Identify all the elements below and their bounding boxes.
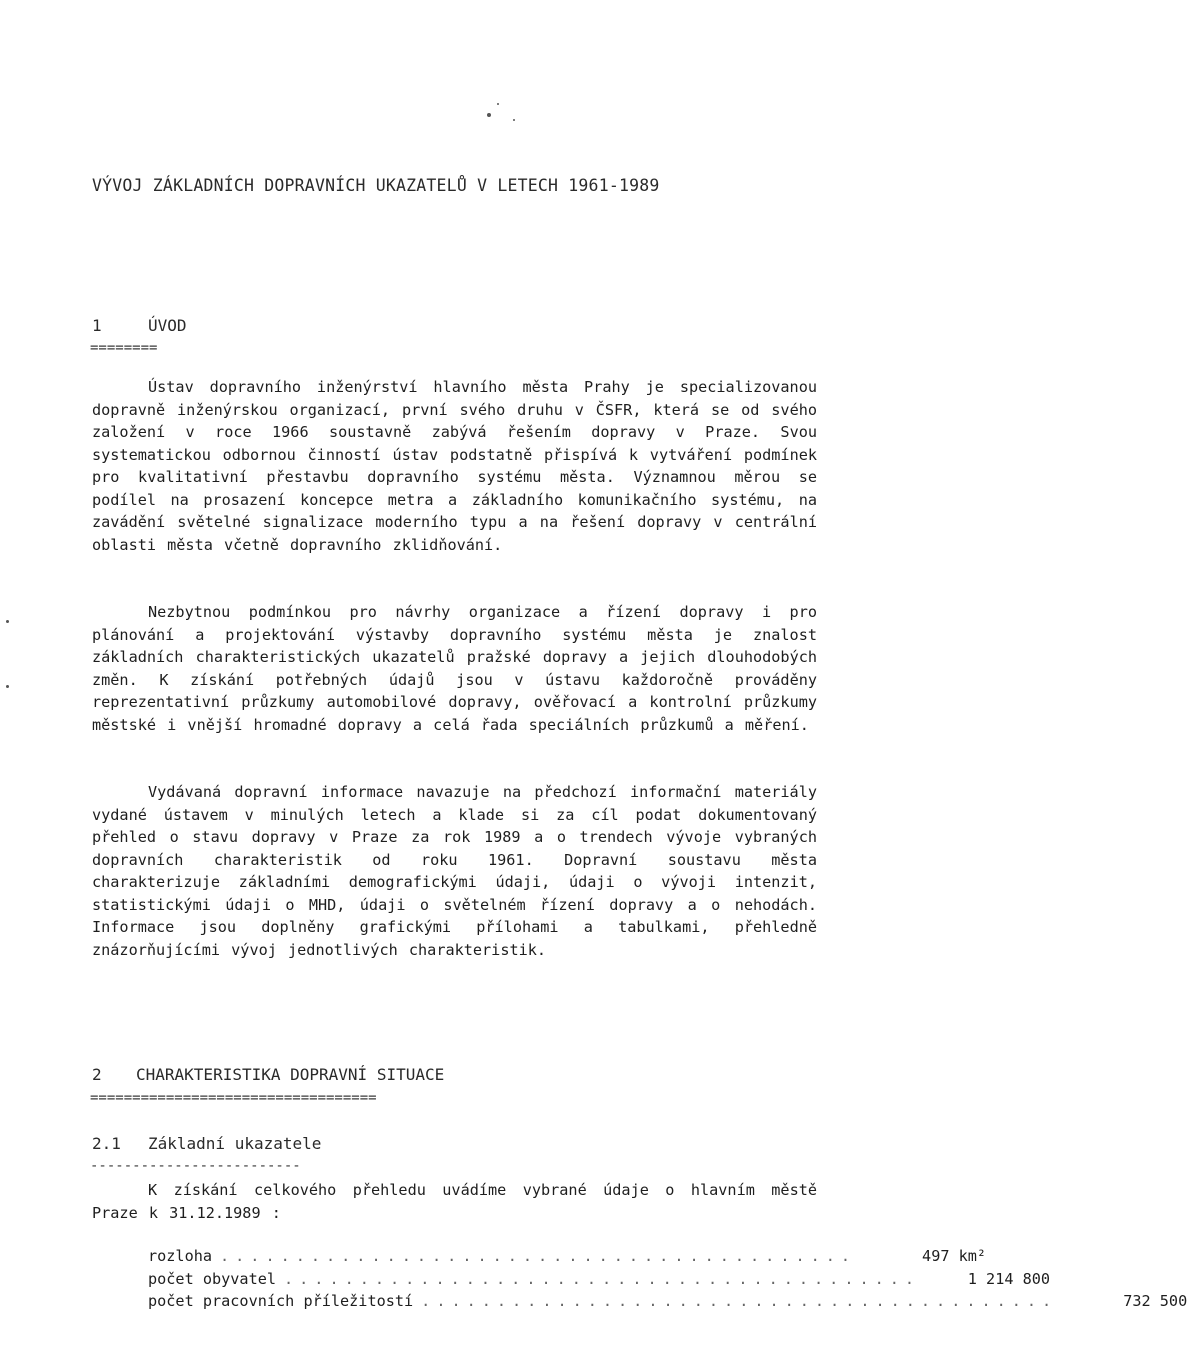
subsection-intro-text: K získání celkového přehledu uvádíme vybrané údaje o hlavním městě Praze k 31.12.1989 : [92, 1181, 817, 1222]
scan-speck [6, 620, 9, 623]
subsection-2-1-heading: Základní ukazatele [148, 1134, 322, 1153]
section-1-underline: ======== [90, 340, 158, 356]
stats-list [148, 1245, 1187, 1313]
stat-value: 1 214 800 [967, 1269, 1051, 1288]
stat-value: 732 500 [1123, 1292, 1187, 1310]
leader-dots: .......................................... [284, 1269, 921, 1288]
paragraph-2 [92, 601, 817, 736]
section-1-number: 1 [92, 316, 102, 335]
document-title: VÝVOJ ZÁKLADNÍCH DOPRAVNÍCH UKAZATELŮ V LETECH 1961-1989 [92, 176, 660, 195]
subsection-2-1-number: 2.1 [92, 1134, 121, 1153]
section-1-heading: ÚVOD [148, 316, 187, 335]
stat-row-population [148, 1268, 1051, 1291]
paragraph-1 [92, 376, 817, 556]
stat-label: počet pracovních příležitostí [148, 1292, 414, 1310]
stat-row-area [148, 1245, 987, 1268]
paragraph-2-text: Nezbytnou podmínkou pro návrhy organizace a řízení dopravy i pro plánování a projektování výstavby dopravního systému města je znalost základních charakteristických ukazatelů pražské dopravy a jejich dlouhodobých změn. K získání potřebných údajů jsou v ústavu každoročně prováděny reprezentativní průzkumy automobilové dopravy, ověřovací a kontrolní průzkumy městské i vnější hromadné dopravy a celá řada speciálních průzkumů a měření. [92, 603, 817, 734]
section-2-heading: CHARAKTERISTIKA DOPRAVNÍ SITUACE [136, 1065, 445, 1084]
stat-label: rozloha [148, 1247, 213, 1265]
leader-dots: .......................................... [220, 1247, 857, 1265]
scan-speck [6, 685, 9, 688]
leader-dots: .......................................... [421, 1292, 1058, 1310]
paragraph-1-text: Ústav dopravního inženýrství hlavního města Prahy je specializovanou dopravně inženýrskou organizací, první svého druhu v ČSFR, která se od svého založení v roce 1966 soustavně zabývá řešením dopravy v Praze. Svou systematickou odbornou činností ústav podstatně přispívá k vytváření podmínek pro kvalitativní přestavbu dopravního systému města. Významnou měrou se podílel na prosazení koncepce metra a základního komunikačního systému, na zavádění světelné signalizace moderního typu a na řešení dopravy v centrální oblasti města včetně dopravního zklidňování. [92, 378, 817, 554]
paragraph-3 [92, 781, 817, 961]
scan-speck [513, 119, 515, 121]
paragraph-3-text: Vydávaná dopravní informace navazuje na předchozí informační materiály vydané ústavem v minulých letech a klade si za cíl podat dokumentovaný přehled o stavu dopravy v Praze za rok 1989 a o trendech vývoje vybraných dopravních charakteristik od roku 1961. Dopravní soustavu města charakterizuje základními demografickými údaji, údaji o vývoji intenzit, statistickými údaji o MHD, údaji o světelném řízení dopravy a o nehodách. Informace jsou doplněny grafickými přílohami a tabulkami, přehledně znázorňujícími vývoj jednotlivých charakteristik. [92, 783, 817, 959]
stat-value: 497 km² [922, 1247, 987, 1265]
scan-speck [497, 103, 499, 105]
section-2-number: 2 [92, 1065, 102, 1084]
stat-row-jobs [148, 1290, 1187, 1313]
subsection-intro [92, 1179, 817, 1224]
subsection-2-1-underline: ------------------------- [90, 1158, 301, 1174]
section-2-underline: ================================== [90, 1090, 377, 1106]
scan-speck [487, 113, 491, 117]
stat-label: počet obyvatel [148, 1269, 277, 1288]
